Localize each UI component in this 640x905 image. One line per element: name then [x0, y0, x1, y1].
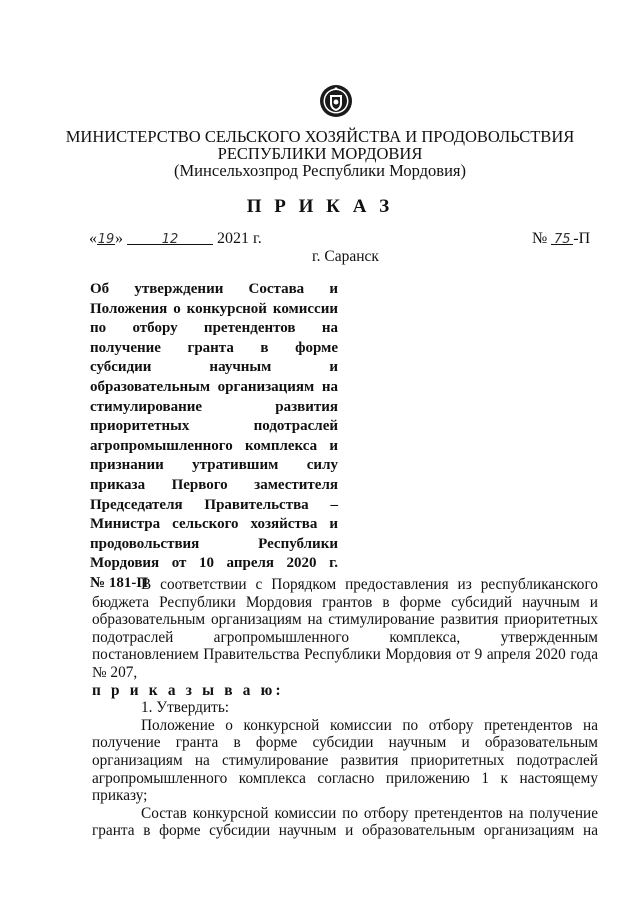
composition-line1: Состав конкурсной комиссии по отбору претендентов на получение	[141, 804, 598, 822]
ministry-name-line2: РЕСПУБЛИКИ МОРДОВИЯ	[217, 144, 423, 163]
ministry-short-name: (Минсельхозпрод Республики Мордовия)	[174, 161, 466, 180]
city: г. Саранск	[312, 248, 379, 265]
subject-line: Мордовия от 10 апреля 2020 г.	[90, 555, 338, 572]
number-sign: №	[532, 230, 548, 247]
subject-line: Положения о конкурсной комиссии	[90, 300, 338, 317]
subject-line: агропромышленного комплекса и	[90, 437, 338, 454]
document-type-title: П Р И К А З	[246, 196, 394, 217]
composition-paragraph	[92, 805, 598, 840]
subject-line: № 181-П	[90, 574, 148, 591]
ministry-header	[0, 128, 640, 179]
preamble-paragraph	[92, 576, 598, 682]
date-month: 12	[161, 232, 179, 247]
subject-line: Об утверждении Состава и	[90, 281, 338, 297]
order-body	[92, 576, 598, 840]
subject-line: продовольствия Республики	[90, 535, 338, 552]
subject-line: приоритетных подотраслей	[90, 418, 338, 435]
number-value: 75	[553, 232, 571, 247]
order-subject	[90, 280, 338, 594]
order-word: п р и к а з ы в а ю:	[92, 681, 284, 699]
regulation-paragraph: Положение о конкурсной комиссии по отбору претендентов на получение гранта в форме субсидии научным и образовательным организациям на стимулирование развития приоритетных подотраслей агропромышленного комплекса согласно приложению 1 к настоящему приказу;	[92, 716, 598, 805]
subject-line: стимулирование развития	[90, 398, 338, 415]
coat-of-arms-emblem	[319, 84, 353, 118]
date-year: 2021 г.	[217, 230, 262, 247]
composition-line2: гранта в форме субсидии научным и образовательным организациям на	[92, 822, 598, 840]
date-day: 19	[97, 232, 115, 247]
preamble-text: В соответствии с Порядком предоставления из республиканского бюджета Республики Мордовия грантов в форме субсидий научным и образовательным организациям на стимулирование развития приоритетных подотраслей агропромышленного комплекса, утвержденным постановлением Правительства Республики Мордовия от 9 апреля 2020 года № 207,	[92, 576, 598, 681]
document-number	[532, 230, 590, 248]
subject-line: субсидии научным и	[90, 359, 338, 376]
subject-line: образовательным организациям на	[90, 378, 338, 395]
subject-line: по отбору претендентов на	[90, 320, 338, 337]
item-1-paragraph: 1. Утвердить:	[141, 699, 230, 717]
subject-line: приказа Первого заместителя	[90, 476, 338, 493]
subject-line: признании утратившим силу	[90, 457, 338, 474]
subject-line: Министра сельского хозяйства и	[90, 516, 338, 533]
number-suffix: -П	[573, 230, 591, 247]
subject-line: получение гранта в форме	[90, 339, 338, 356]
ministry-name-line1: МИНИСТЕРСТВО СЕЛЬСКОГО ХОЗЯЙСТВА И ПРОДОВОЛЬСТВИЯ	[65, 127, 575, 146]
subject-line: Председателя Правительства –	[90, 496, 338, 513]
document-date: «19» 12 2021 г.	[89, 230, 262, 247]
